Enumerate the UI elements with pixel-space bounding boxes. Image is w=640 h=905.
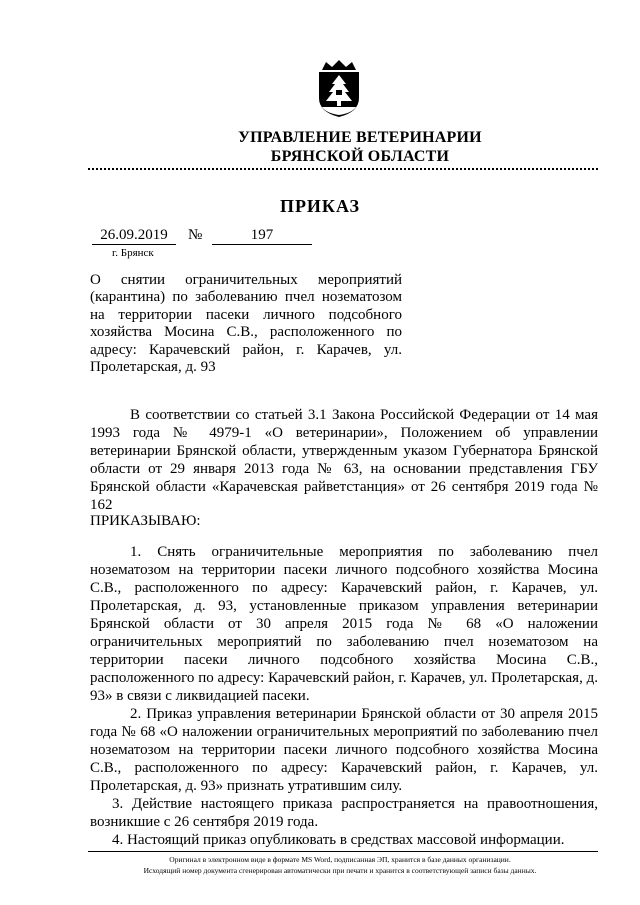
doc-date: 26.09.2019 bbox=[92, 226, 176, 245]
order-word-text: ПРИКАЗЫВАЮ: bbox=[90, 513, 201, 529]
doc-subject: О снятии ограничительных мероприятий (карантина) по заболеванию пчел нозематозом на территории пасеки личного подсобного хозяйства Мосина С.В., расположенного по адресу: Карачевский район, г. Карачев, ул. Пролетарская, д. 93 bbox=[90, 272, 402, 376]
doc-title: ПРИКАЗ bbox=[279, 196, 361, 216]
org-name-line1: УПРАВЛЕНИЕ ВЕТЕРИНАРИИ bbox=[238, 129, 482, 146]
order-item-4: 4. Настоящий приказ опубликовать в средствах массовой информации. bbox=[112, 832, 565, 848]
bryansk-coat-of-arms-icon bbox=[316, 60, 362, 118]
org-name-line2: БРЯНСКОЙ ОБЛАСТИ bbox=[270, 148, 450, 165]
footer-note-1: Оригинал в электронном виде в формате MS Word, подписанная ЭП, хранится в базе данных организации. bbox=[169, 855, 511, 864]
order-item-3: 3. Действие настоящего приказа распространяется на правоотношения, возникшие с 26 сентября 2019 года. bbox=[90, 796, 598, 830]
header-divider bbox=[88, 168, 598, 170]
doc-number-label: № bbox=[188, 227, 203, 243]
order-word bbox=[90, 512, 598, 530]
order-item-1: 1. Снять ограничительные мероприятия по заболеванию пчел нозематозом на территории пасеки личного подсобного хозяйства Мосина С.В., расположенного по адресу: Карачевский район, г. Карачев, ул. Пролетарская, д. 93, установленные приказом управления ветеринарии Брянской области от 30 апреля 2015 года № 68 «О наложении ограничительных мероприятий по заболеванию пчел нозематозом на территории пасеки личного подсобного хозяйства Мосина С.В., расположенного по адресу: Карачевский район, г. Карачев, ул. Пролетарская, д. 93» в связи с ликвидацией пасеки. bbox=[90, 544, 598, 704]
doc-intro bbox=[90, 406, 598, 514]
doc-city: г. Брянск bbox=[112, 247, 154, 259]
footer-note-2: Исходящий номер документа сгенерирован автоматически при печати и хранится в соответствующей записи базы данных. bbox=[143, 866, 537, 875]
doc-number: 197 bbox=[212, 226, 312, 245]
order-item-2: 2. Приказ управления ветеринарии Брянской области от 30 апреля 2015 года № 68 «О наложении ограничительных мероприятий по заболеванию пчел нозематозом на территории пасеки личного подсобного хозяйства Мосина С.В., расположенного по адресу: Карачевский район, г. Карачев, ул. Пролетарская, д. 93» признать утратившим силу. bbox=[90, 706, 598, 794]
order-items bbox=[90, 543, 598, 849]
intro-paragraph: В соответствии со статьей 3.1 Закона Российской Федерации от 14 мая 1993 года № 4979-1 «О ветеринарии», Положением об управлении ветеринарии Брянской области, утвержденным указом Губернатора Брянской области от 29 января 2013 года № 63, на основании представления ГБУ Брянской области «Карачевская райветстанция» от 26 сентября 2019 года № 162 bbox=[90, 407, 598, 513]
footer-divider bbox=[88, 851, 598, 852]
